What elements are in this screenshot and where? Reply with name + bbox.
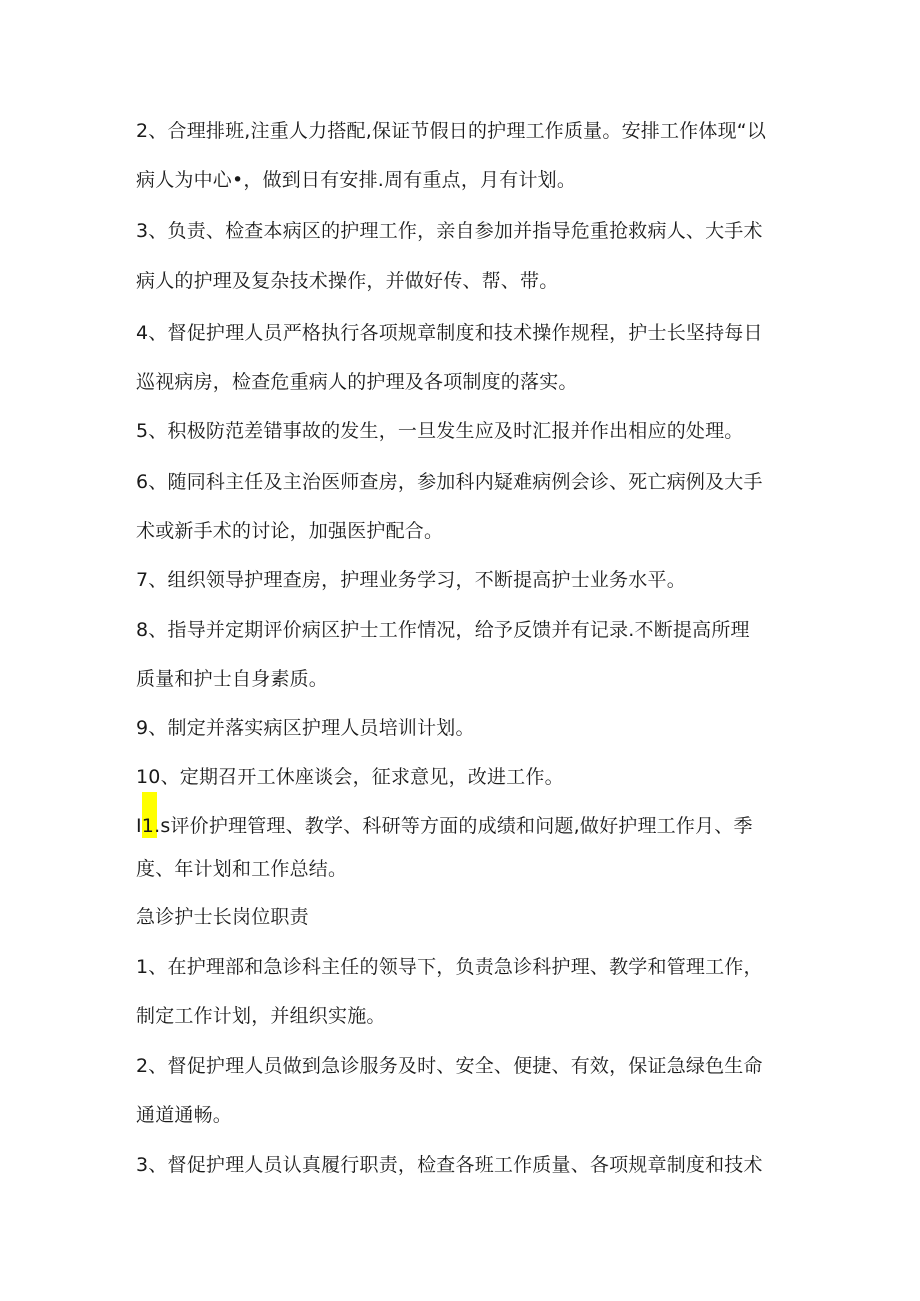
text-line: 术或新手术的讨论，加强医护配合。 bbox=[136, 520, 444, 542]
text-line: 10、定期召开工休座谈会，征求意见，改进工作。 bbox=[136, 766, 564, 788]
text-line: 4、督促护理人员严格执行各项规章制度和技术操作规程，护士长坚持每日 bbox=[136, 322, 763, 344]
text-line: 1、在护理部和急诊科主任的领导下，负责急诊科护理、教学和管理工作， bbox=[136, 956, 763, 978]
text-line: 质量和护士自身素质。 bbox=[136, 668, 329, 690]
text-line: 5、积极防范差错事故的发生，一旦发生应及时汇报并作出相应的处理。 bbox=[136, 420, 744, 442]
text-line: 7、组织领导护理查房，护理业务学习，不断提高护士业务水平。 bbox=[136, 569, 686, 591]
text-line: 2、合理排班,注重人力搭配,保证节假日的护理工作质量。安排工作体现“以 bbox=[136, 120, 767, 142]
text-line: 8、指导并定期评价病区护士工作情况，给予反馈并有记录.不断提高所理 bbox=[136, 619, 750, 641]
text-line: 2、督促护理人员做到急诊服务及时、安全、便捷、有效，保证急绿色生命 bbox=[136, 1055, 763, 1077]
text-line: 3、督促护理人员认真履行职责，检查各班工作质量、各项规章制度和技术 bbox=[136, 1154, 763, 1176]
text-line: 通道通畅。 bbox=[136, 1104, 233, 1126]
text-line: 病人为中心•，做到日有安排.周有重点，月有计划。 bbox=[136, 169, 577, 191]
text-line: 度、年计划和工作总结。 bbox=[136, 858, 348, 880]
text-line: 9、制定并落实病区护理人员培训计划。 bbox=[136, 717, 475, 739]
text-line: 巡视病房，检查危重病人的护理及各项制度的落实。 bbox=[136, 371, 578, 393]
section-heading: 急诊护士长岗位职责 bbox=[136, 906, 309, 928]
text-line: I1.s评价护理管理、教学、科研等方面的成绩和问题,做好护理工作月、季 bbox=[136, 815, 753, 837]
text-line: 6、随同科主任及主治医师查房，参加科内疑难病例会诊、死亡病例及大手 bbox=[136, 471, 763, 493]
text-line: 病人的护理及复杂技术操作，并做好传、帮、带。 bbox=[136, 270, 559, 292]
text-line: 制定工作计划，并组织实施。 bbox=[136, 1005, 386, 1027]
text-line: 3、负责、检查本病区的护理工作，亲自参加并指导危重抢救病人、大手术 bbox=[136, 220, 763, 242]
